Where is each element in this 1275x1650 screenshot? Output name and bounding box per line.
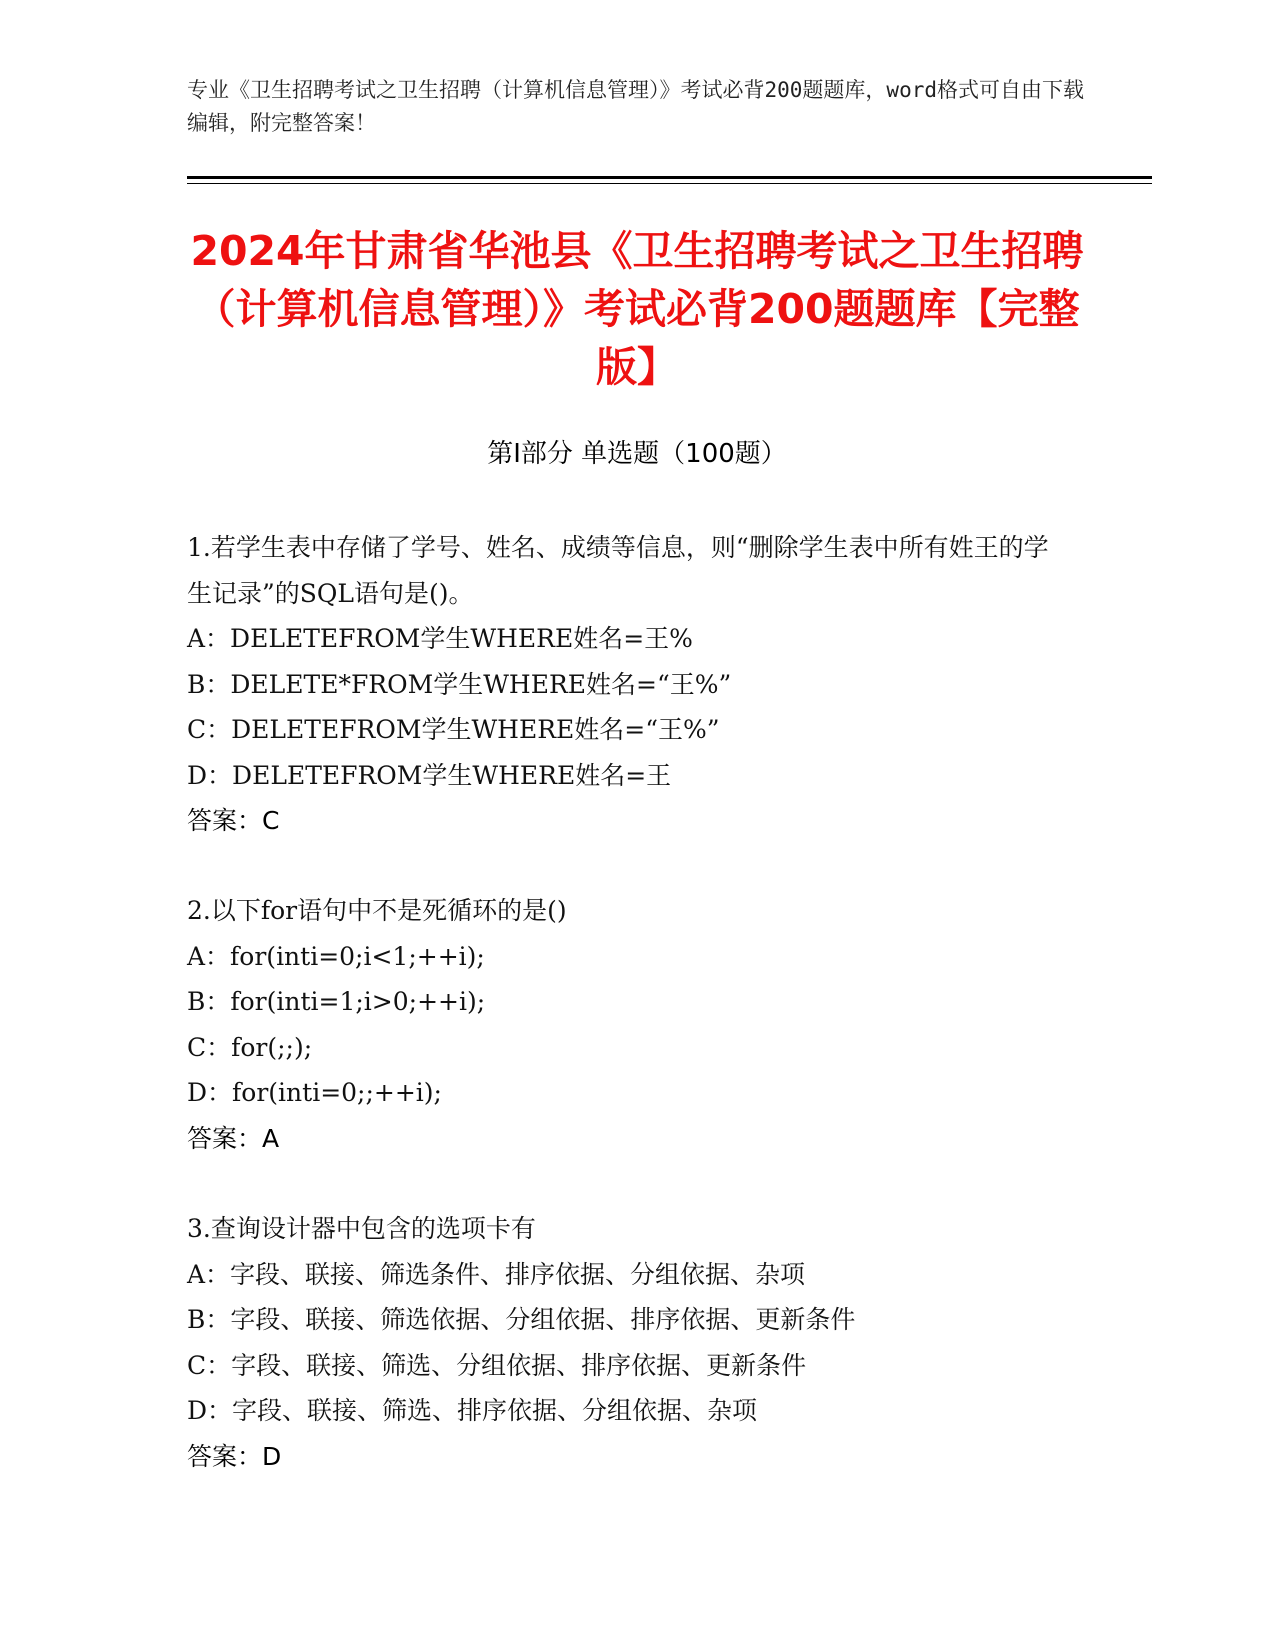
question-stem: 1.若学生表中存储了学号、姓名、成绩等信息，则“删除学生表中所有姓王的学生记录”的SQL语句是()。 <box>187 533 1049 608</box>
option-d: D：DELETEFROM学生WHERE姓名=王 <box>187 760 672 790</box>
option-b: B：DELETE*FROM学生WHERE姓名=“王%” <box>187 669 732 699</box>
option-b: B：字段、联接、筛选依据、分组依据、排序依据、更新条件 <box>187 1305 856 1334</box>
question-2 <box>187 888 1087 1161</box>
header-divider-thin <box>187 183 1152 184</box>
header-divider-thick <box>187 176 1152 179</box>
option-b: B：for(inti=1;i>0;++i); <box>187 987 486 1016</box>
option-d: D：字段、联接、筛选、排序依据、分组依据、杂项 <box>187 1396 758 1425</box>
document-title: 2024年甘肃省华池县《卫生招聘考试之卫生招聘（计算机信息管理）》考试必背200题题库【完整版】 <box>190 227 1084 391</box>
question-3 <box>187 1206 1087 1479</box>
question-stem: 2.以下for语句中不是死循环的是() <box>187 896 567 925</box>
question-stem: 3.查询设计器中包含的选项卡有 <box>187 1214 536 1243</box>
answer-line: 答案：A <box>187 1123 280 1153</box>
option-c: C：DELETEFROM学生WHERE姓名=“王%” <box>187 715 720 744</box>
option-c: C：字段、联接、筛选、分组依据、排序依据、更新条件 <box>187 1350 807 1380</box>
option-a: A：字段、联接、筛选条件、排序依据、分组依据、杂项 <box>187 1259 806 1289</box>
option-a: A：DELETEFROM学生WHERE姓名=王% <box>187 624 693 653</box>
answer-line: 答案：D <box>187 1441 282 1471</box>
header-note: 专业《卫生招聘考试之卫生招聘（计算机信息管理）》考试必背200题题库，word格式可自由下载编辑，附完整答案！ <box>187 78 1084 135</box>
option-a: A：for(inti=0;i<1;++i); <box>187 941 485 971</box>
option-c: C：for(;;); <box>187 1032 313 1062</box>
answer-line: 答案：C <box>187 806 280 835</box>
section-heading: 第Ⅰ部分 单选题（100题） <box>487 439 787 469</box>
option-d: D：for(inti=0;;++i); <box>187 1078 442 1107</box>
question-1 <box>187 525 1087 844</box>
